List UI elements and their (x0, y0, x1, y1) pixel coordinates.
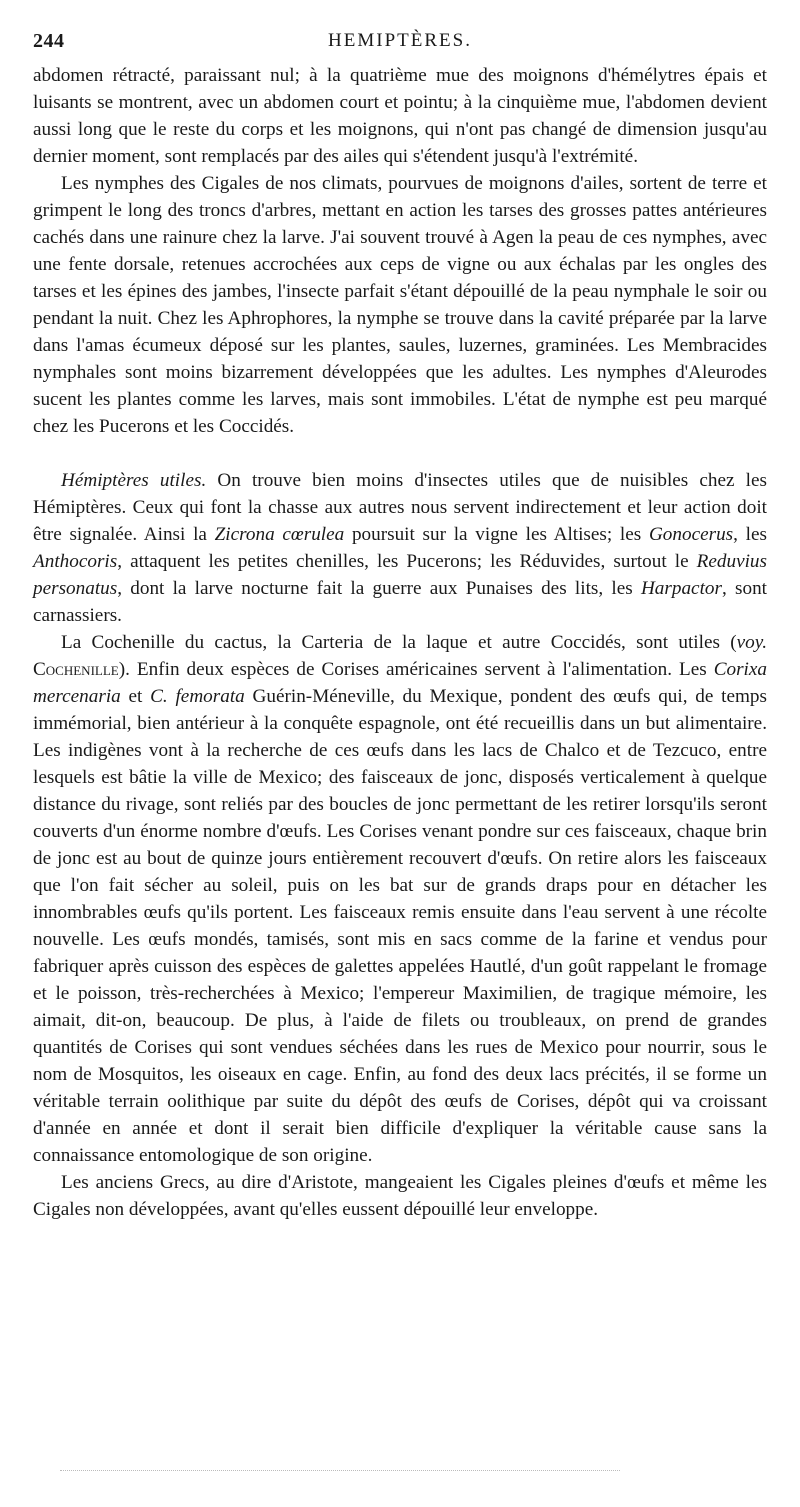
italic-term: Anthocoris (33, 551, 118, 572)
italic-term: Hémiptères utiles. (61, 470, 207, 491)
text-run: , attaquent les petites chenilles, les Pucerons; les Réduvides, surtout le (117, 551, 697, 572)
paragraph-continuation (33, 62, 767, 170)
running-head: HEMIPTÈRES. (328, 30, 472, 51)
italic-term: Corixa mercenaria (33, 659, 767, 707)
paragraph-cochineal-corixa (33, 629, 767, 1169)
text-run: ). Enfin deux espèces de Corises américaines servent à l'alimentation. Les (118, 659, 714, 680)
footer-rule (60, 1470, 620, 1471)
italic-term: Reduvius personatus (33, 551, 767, 599)
body-text (33, 62, 767, 1223)
text-run: abdomen rétracté, paraissant nul; à la quatrième mue des moignons d'hémélytres épais et luisants se montrent, avec un abdomen court et pointu; à la cinquième mue, l'abdomen devient aussi long que le reste du corps et les moignons, qui n'ont pas changé de dimension jusqu'au dernier moment, sont remplacés par des ailes qui s'étendent jusqu'à l'extrémité. (33, 65, 767, 167)
text-run: On trouve bien moins d'insectes utiles que de nuisibles chez les Hémiptères. Ceux qui font la chasse aux autres nous servent indirectement et leur action doit être signalée. Ainsi la (33, 470, 767, 545)
text-run: , les (733, 524, 767, 545)
text-run: , sont carnassiers. (33, 578, 767, 626)
paragraph-cigale-nymphs (33, 170, 767, 440)
paragraph-useful-hemiptera (33, 467, 767, 629)
page-header (33, 30, 767, 62)
paragraph-ancient-greeks (33, 1169, 767, 1223)
text-run: poursuit sur la vigne les Altises; les (344, 524, 649, 545)
text-run: Guérin-Méneville, du Mexique, pondent des œufs qui, de temps immémorial, bien antérieur à la conquête espagnole, ont été recueillis dans un but alimentaire. Les indigènes vont à la recherche de ces œufs dans les lacs de Chalco et de Tezcuco, entre lesquels est bâtie la ville de Mexico; des faisceaux de jonc, disposés verticalement à quelque distance du rivage, sont reliés par des boucles de jonc permettant de les retirer lorsqu'ils seront couverts d'un énorme nombre d'œufs. Les Corises venant pondre sur ces faisceaux, chaque brin de jonc est au bout de quinze jours entièrement recouvert d'œufs. On retire alors les faisceaux que l'on fait sécher au soleil, puis on les bat sur de grands draps pour en détacher les innombrables œufs qu'ils portent. Les faisceaux remis ensuite dans l'eau servent à une récolte nouvelle. Les œufs mondés, tamisés, sont mis en sacs comme de la farine et vendus pour fabriquer après cuisson des espèces de galettes appelées Hautlé, d'un goût rappelant le fromage et le poisson, très-recherchées à Mexico; l'empereur Maximilien, de tragique mémoire, les aimait, dit-on, beaucoup. De plus, à l'aide de filets ou troubleaux, on prend de grandes quantités de Corises qui sont vendues séchées dans les rues de Mexico pour nourrir, sous le nom de Mosquitos, les oiseaux en cage. Enfin, au fond des deux lacs précités, il se forme un véritable terrain oolithique par suite du dépôt des œufs de Corises, dépôt qui va croissant d'année en année et dont il serait bien difficile d'expliquer la véritable cause sans la connaissance entomologique de son origine. (33, 686, 767, 1166)
text-run: La Cochenille du cactus, la Carteria de la laque et autre Coccidés, sont utiles ( (61, 632, 737, 653)
italic-term: C. femorata (150, 686, 245, 707)
text-run: et (120, 686, 151, 707)
text-run: Les anciens Grecs, au dire d'Aristote, mangeaient les Cigales pleines d'œufs et même les Cigales non développées, avant qu'elles eussent dépouillé leur enveloppe. (33, 1172, 767, 1220)
page-number: 244 (33, 30, 65, 52)
italic-term: Harpactor (640, 578, 722, 599)
cross-reference: Cochenille (33, 659, 119, 680)
page (33, 30, 767, 1223)
text-run: , dont la larve nocturne fait la guerre aux Punaises des lits, les (117, 578, 641, 599)
italic-term: Zicrona cœrulea (214, 524, 345, 545)
italic-term: voy. (736, 632, 767, 653)
italic-term: Gonocerus (648, 524, 734, 545)
text-run: Les nymphes des Cigales de nos climats, pourvues de moignons d'ailes, sortent de terre et grimpent le long des troncs d'arbres, mettant en action les tarses des grosses pattes antérieures cachés dans une rainure chez la larve. J'ai souvent trouvé à Agen la peau de ces nymphes, avec une fente dorsale, retenues accrochées aux ceps de vigne ou aux échalas par les ongles des tarses et les épines des jambes, l'insecte parfait s'étant dépouillé de la peau nymphale le soir ou pendant la nuit. Chez les Aphrophores, la nymphe se trouve dans la cavité préparée par la larve dans l'amas écumeux déposé sur les plantes, saules, luzernes, graminées. Les Membracides nymphales sont moins bizarrement développées que les adultes. Les nymphes d'Aleurodes sucent les plantes comme les larves, mais sont immobiles. L'état de nymphe est peu marqué chez les Pucerons et les Coccidés. (33, 173, 767, 437)
